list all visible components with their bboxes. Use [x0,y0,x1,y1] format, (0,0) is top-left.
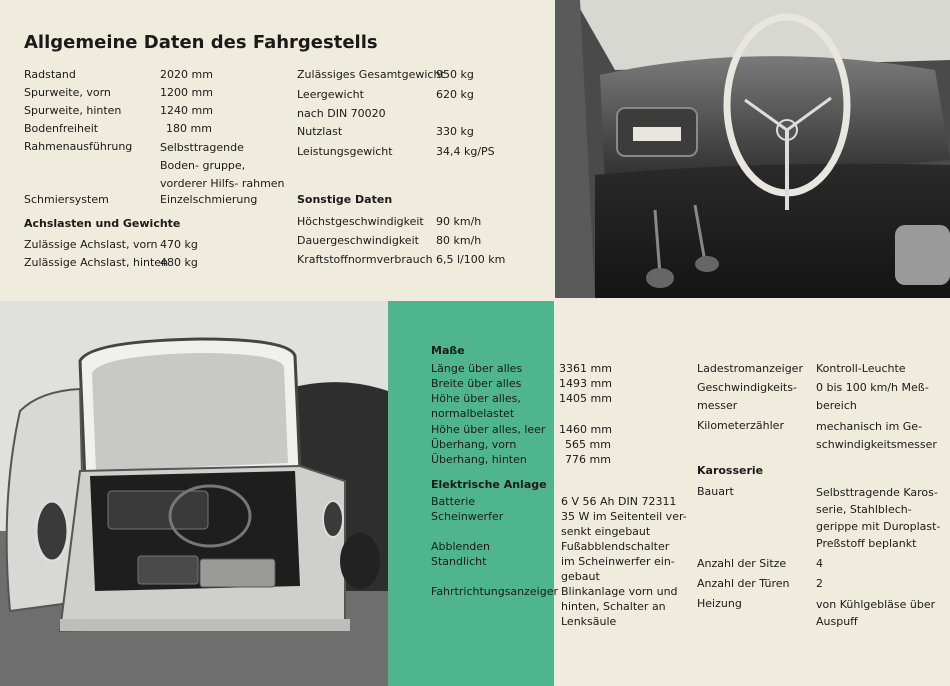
spec-value: 776 mm [565,453,611,466]
spec-label: Spurweite, vorn [24,86,111,99]
spec-value: 90 km/h [436,215,482,228]
spec-label: Leergewicht [297,88,364,101]
spec-value: 620 kg [436,88,474,101]
spec-label: Radstand [24,68,76,81]
spec-value: im Scheinwerfer ein- gebaut [561,555,675,583]
spec-label: Geschwindigkeits- messer [697,381,797,412]
spec-value: Blinkanlage vorn und hinten, Schalter an Lenksäule [561,585,678,628]
section-heading-masse: Maße [431,344,465,357]
spec-label: Anzahl der Türen [697,577,790,590]
spec-label: Abblenden [431,540,491,553]
spec-label: Höchstgeschwindigkeit [297,215,424,228]
spec-value: 180 mm [166,122,212,135]
spec-label: Spurweite, hinten [24,104,122,117]
spec-value: 4 [816,557,823,570]
section-heading-elektrik: Elektrische Anlage [431,478,547,491]
spec-value: mechanisch im Ge- schwindigkeitsmesser [816,420,937,451]
spec-label: Schmiersystem [24,193,109,206]
spec-label: Bodenfreiheit [24,122,99,135]
spec-value: 6 V 56 Ah DIN 72311 [561,495,677,508]
spec-label: nach DIN 70020 [297,107,386,120]
dashboard-photo [555,0,950,298]
spec-value: 470 kg [160,238,198,251]
spec-value: 565 mm [565,438,611,451]
spec-label: Höhe über alles, leer [431,423,546,436]
spec-label: Batterie [431,495,476,508]
spec-value: 1493 mm [559,377,612,390]
spec-value: 3361 mm [559,362,612,375]
trunk-illustration [0,301,388,686]
spec-label: Zulässige Achslast, hinten [24,256,169,269]
spec-label: Länge über alles [431,362,523,375]
section-heading-karosserie: Karosserie [697,464,764,477]
section-heading-sonstige: Sonstige Daten [297,193,393,206]
spec-value: 1405 mm [559,392,612,405]
spec-value: 330 kg [436,125,474,138]
spec-value: 1200 mm [160,86,213,99]
spec-label: Höhe über alles, normalbelastet [431,392,521,420]
spec-label: Dauergeschwindigkeit [297,234,419,247]
spec-label: Ladestromanzeiger [697,362,803,375]
spec-value: 480 kg [160,256,198,269]
spec-label: Breite über alles [431,377,522,390]
spec-value: 6,5 l/100 km [436,253,506,266]
spec-label: Kraftstoffnormverbrauch [297,253,433,266]
spec-label: Zulässiges Gesamtgewicht [297,68,445,81]
spec-label: Scheinwerfer [431,510,504,523]
spec-value: 1240 mm [160,104,213,117]
spec-label: Fahrtrichtungsanzeiger [431,585,559,598]
spec-label: Standlicht [431,555,487,568]
spec-value: 80 km/h [436,234,482,247]
spec-value: Fußabblendschalter [561,540,670,553]
page-title: Allgemeine Daten des Fahrgestells [24,32,378,53]
spec-label: Rahmenausführung [24,140,133,153]
spec-value: Selbsttragende Boden- gruppe, vorderer Hilfs- rahmen [160,141,285,190]
spec-value: 2020 mm [160,68,213,81]
spec-value: 35 W im Seitenteil ver- senkt eingebaut [561,510,687,538]
spec-label: Überhang, hinten [431,453,527,466]
spec-value: 34,4 kg/PS [436,145,495,158]
spec-label: Leistungsgewicht [297,145,393,158]
spec-value: 2 [816,577,823,590]
section-heading-achslasten: Achslasten und Gewichte [24,217,181,230]
spec-label: Zulässige Achslast, vorn [24,238,158,251]
spec-label: Überhang, vorn [431,438,517,451]
spec-label: Kilometerzähler [697,419,784,432]
spec-value: Einzelschmierung [160,193,258,206]
trunk-photo [0,301,388,686]
dashboard-illustration [555,0,950,298]
spec-label: Heizung [697,597,742,610]
spec-label: Nutzlast [297,125,343,138]
spec-label: Bauart [697,485,734,498]
spec-label: Anzahl der Sitze [697,557,787,570]
spec-value: Kontroll-Leuchte [816,362,906,375]
spec-value: von Kühlgebläse über Auspuff [816,598,936,628]
spec-value: 0 bis 100 km/h Meß- bereich [816,381,929,412]
spec-value: Selbsttragende Karos- serie, Stahlblech- gerippe mit Duroplast- Preßstoff beplankt [816,486,941,550]
spec-value: 950 kg [436,68,474,81]
spec-value: 1460 mm [559,423,612,436]
